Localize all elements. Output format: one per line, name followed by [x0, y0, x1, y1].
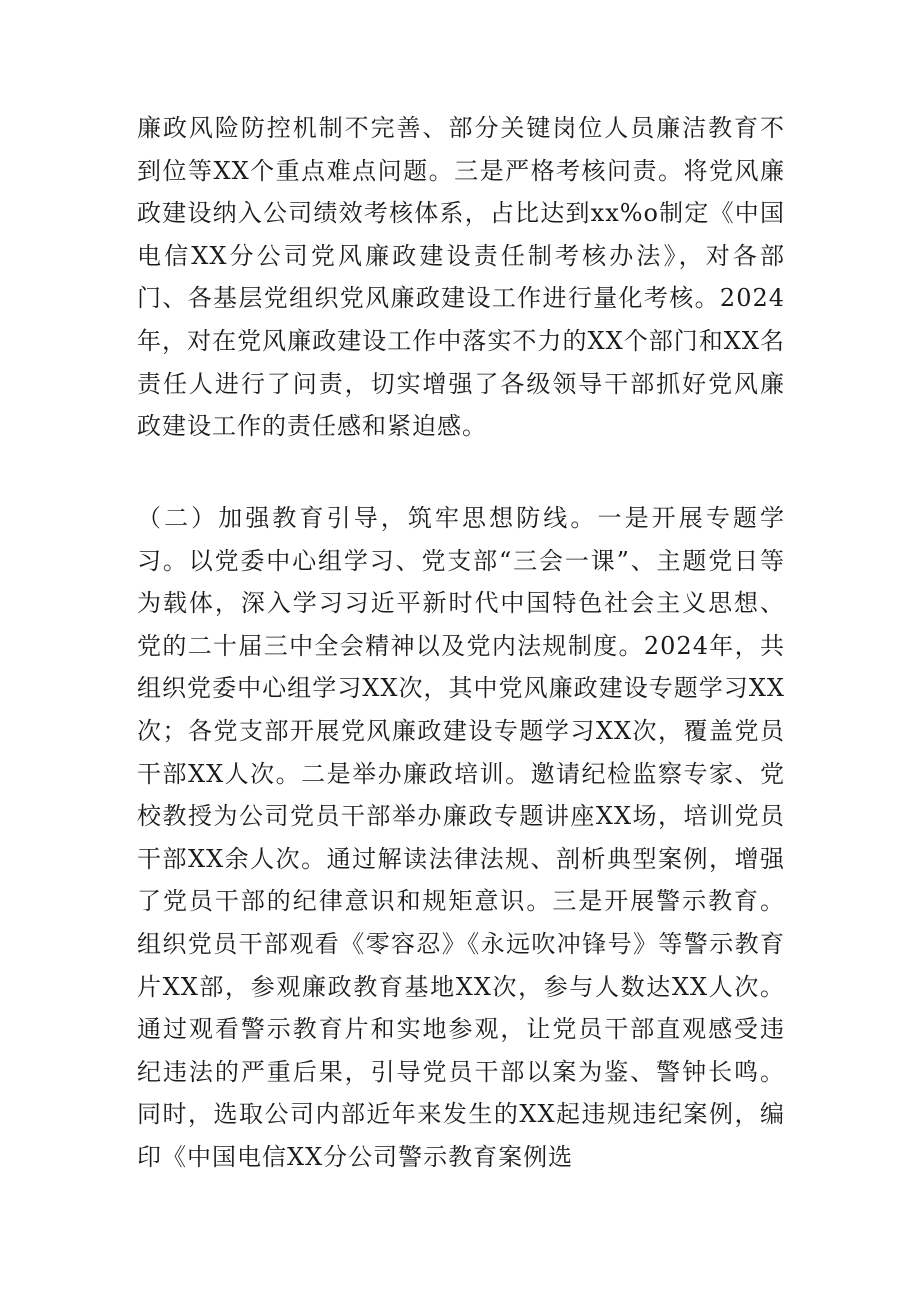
paragraph-assessment-accountability: 廉政风险防控机制不完善、部分关键岗位人员廉洁教育不到位等XX个重点难点问题。三是严格考核问责。将党风廉政建设纳入公司绩效考核体系，占比达到xx%o制定《中国电信XX分公司党风廉政建设责任制考核办法》，对各部门、各基层党组织党风廉政建设工作进行量化考核。2024年，对在党风廉政建设工作中落实不力的XX个部门和XX名责任人进行了问责，切实增强了各级领导干部抓好党风廉政建设工作的责任感和紧迫感。 [137, 114, 785, 441]
paragraph-education-guidance: （二）加强教育引导，筑牢思想防线。一是开展专题学习。以党委中心组学习、党支部“三会一课”、主题党日等为载体，深入学习习近平新时代中国特色社会主义思想、党的二十届三中全会精神以及党内法规制度。2024年，共组织党委中心组学习XX次，其中党风廉政建设专题学习XX次；各党支部开展党风廉政建设专题学习XX次，覆盖党员干部XX人次。二是举办廉政培训。邀请纪检监察专家、党校教授为公司党员干部举办廉政专题讲座XX场，培训党员干部XX余人次。通过解读法律法规、剖析典型案例，增强了党员干部的纪律意识和规矩意识。三是开展警示教育。组织党员干部观看《零容忍》《永远吹冲锋号》等警示教育片XX部，参观廉政教育基地XX次，参与人数达XX人次。通过观看警示教育片和实地参观，让党员干部直观感受违纪违法的严重后果，引导党员干部以案为鉴、警钟长鸣。同时，选取公司内部近年来发生的XX起违规违纪案例，编印《中国电信XX分公司警示教育案例选 [137, 504, 785, 1171]
